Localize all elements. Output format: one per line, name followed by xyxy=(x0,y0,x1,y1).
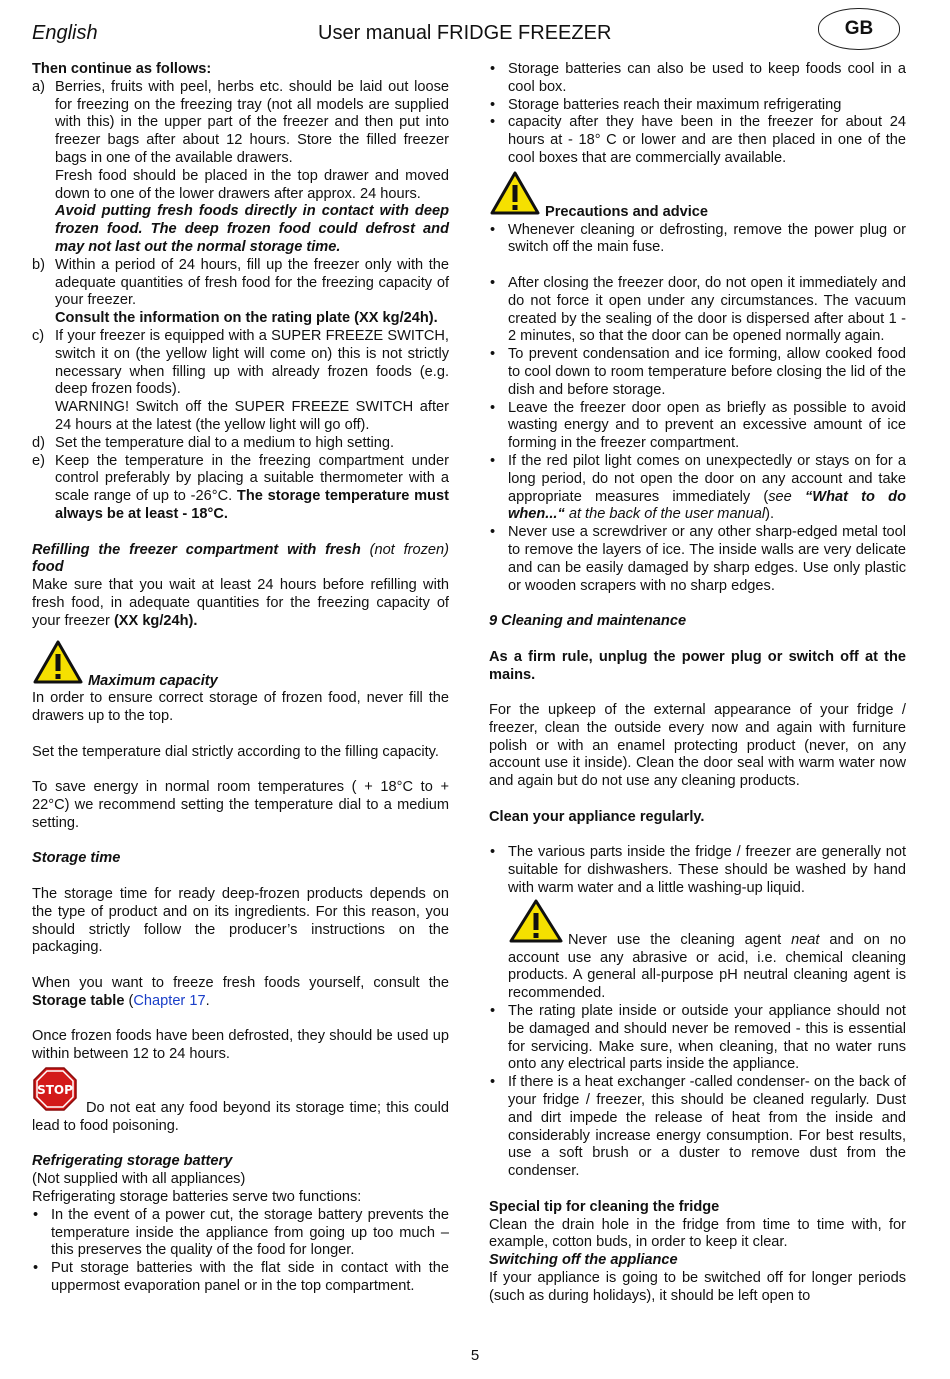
step-marker: c) xyxy=(32,327,45,344)
refill-heading-paren: (not frozen) xyxy=(369,541,449,558)
list-item-text xyxy=(508,453,906,524)
list-item xyxy=(489,400,906,453)
refill-heading xyxy=(32,542,449,578)
bullet: • xyxy=(490,61,496,77)
list-item xyxy=(489,453,906,524)
agent-text-b: and on no account use any abrasive or acid, i.e. chemical cleaning products. A general all-purpose pH neutral cleaning agent is recommended. xyxy=(508,931,906,1002)
list-item xyxy=(32,1260,449,1296)
list-item-text: capacity after they have been in the freezer for about 24 hours at - 18° C or lower and are then placed in one of the cool boxes that are commercially available. xyxy=(508,114,906,166)
pilot-what-ref: “What to do when...“ xyxy=(508,488,906,523)
list-item xyxy=(489,346,906,399)
page-number: 5 xyxy=(470,1347,480,1364)
stop-sign-icon xyxy=(32,1066,78,1118)
list-item-text: In the event of a power cut, the storage battery prevents the temperature inside the appliance from going up too much – this preserves the quality of the food for longer. xyxy=(51,1206,449,1259)
list-item-text: The rating plate inside or outside your appliance should not be damaged and should never be removed - this is essential for servicing. Make sure, when cleaning, that no water runs onto any electrical parts inside the appliance. xyxy=(508,1003,906,1073)
list-item-text: After closing the freezer door, do not open it immediately and do not force it open under any circumstances. The vacuum created by the sealing of the door is dispersed after about 1 - 2 minutes, so that the door can be opened normally again. xyxy=(508,274,906,345)
stop-sign-text: STOP xyxy=(37,1083,73,1098)
list-item xyxy=(32,1207,449,1260)
upkeep-text: For the upkeep of the external appearance of your fridge / freezer, clean the outside every now and again with furniture polish or with an enamel protecting product (never, on any account use it inside). Clean the door seal with warm water now and again but do not use any cleaning products. xyxy=(489,702,906,790)
clean-regularly: Clean your appliance regularly. xyxy=(489,808,705,825)
precautions-heading: Precautions and advice xyxy=(545,203,709,220)
step-marker: b) xyxy=(32,256,45,273)
battery-intro: Refrigerating storage batteries serve two functions: xyxy=(32,1189,362,1206)
storage-text: The storage time for ready deep-frozen products depends on the type of product and on its ingredients. For this reason, you should strictly follow the producer’s instructions on the packaging. xyxy=(32,886,449,956)
pilot-back: at the back of the user manual xyxy=(568,506,766,523)
pilot-see: see xyxy=(768,488,792,505)
bullet: • xyxy=(490,346,496,363)
tip-heading: Special tip for cleaning the fridge xyxy=(489,1198,720,1215)
bullet: • xyxy=(490,221,496,238)
list-item-text: Storage batteries can also be used to keep foods cool in a cool box. xyxy=(508,61,906,95)
pilot-text: If the red pilot light comes on unexpectedly or stays on for a long period, do not open the door on any account and take appropriate measures immediately ( xyxy=(508,452,906,505)
list-item-text: The various parts inside the fridge / freezer are generally not suitable for dishwashers. These should be washed by hand with warm water and a little washing-up liquid. xyxy=(508,844,906,897)
chapter-link[interactable]: Chapter 17 xyxy=(133,992,206,1009)
list-item xyxy=(489,97,906,115)
maxcap-heading-row xyxy=(32,639,449,691)
step-c-text-2: WARNING! Switch off the SUPER FREEZE SWITCH after 24 hours at the latest (the yellow light will go off). xyxy=(55,399,449,433)
list-item xyxy=(489,844,906,1003)
bullet: • xyxy=(490,399,496,416)
pilot-end: ). xyxy=(765,506,775,523)
warning-triangle-icon xyxy=(32,639,84,691)
cleaning-heading: 9 Cleaning and maintenance xyxy=(489,613,687,630)
step-e-text-2: The storage temperature must always be at least - 18°C. xyxy=(55,488,450,522)
bullet: • xyxy=(490,452,496,469)
storage-table-ref: Storage table xyxy=(32,992,125,1009)
battery-heading: Refrigerating storage battery xyxy=(32,1153,233,1170)
step-b-text-2: Consult the information on the rating plate (XX kg/24h). xyxy=(55,310,438,327)
defrost-text: Once frozen foods have been defrosted, they should be used up within between 12 to 24 hours. xyxy=(32,1028,449,1063)
stop-text: Do not eat any food beyond its storage time; this could lead to food poisoning. xyxy=(32,1100,449,1134)
refill-capacity: (XX kg/24h). xyxy=(113,612,198,629)
dial-text: Set the temperature dial strictly according to the filling capacity. xyxy=(32,743,439,760)
refill-heading-end: food xyxy=(32,559,64,576)
refill-heading-main: Refilling the freezer compartment with fresh xyxy=(32,541,361,558)
warning-triangle-icon xyxy=(508,898,564,950)
maxcap-text: In order to ensure correct storage of frozen food, never fill the drawers up to the top. xyxy=(32,690,449,725)
step-marker: d) xyxy=(32,434,45,451)
refill-text-main: Make sure that you wait at least 24 hours before refilling with fresh food, in adequate quantities for the freezing capacity of your freezer xyxy=(32,577,449,629)
bullet: • xyxy=(490,96,496,113)
step-marker: e) xyxy=(32,452,45,469)
list-item-text: Leave the freezer door open as briefly as possible to avoid wasting energy and to prevent an excessive amount of ice forming in the freezer compartment. xyxy=(508,399,906,452)
step-marker: a) xyxy=(32,78,45,95)
bullet: • xyxy=(33,1206,39,1223)
step-a-text-3: Avoid putting fresh foods directly in contact with deep frozen food. The deep frozen food could defrost and may not last out the normal storage time. xyxy=(55,203,449,255)
bullet: • xyxy=(490,844,496,861)
bullet: • xyxy=(490,1074,496,1091)
firm-rule: As a firm rule, unplug the power plug or switch off at the mains. xyxy=(489,648,906,683)
refill-text xyxy=(32,577,449,630)
list-item xyxy=(489,222,906,258)
maxcap-heading: Maximum capacity xyxy=(88,672,218,689)
tip-text: Clean the drain hole in the fridge from time to time with, for example, cotton buds, in order to keep it clear. xyxy=(489,1216,906,1251)
agent-text-a: Never use the cleaning agent xyxy=(568,931,782,948)
list-item xyxy=(489,275,906,346)
header-title: User manual FRIDGE FREEZER xyxy=(318,22,612,44)
list-item xyxy=(489,114,906,167)
step-b-text-1: Within a period of 24 hours, fill up the freezer only with the adequate quantities of fresh food for the freezing capacity of your freezer. xyxy=(55,256,449,309)
step-d xyxy=(32,435,449,453)
step-b xyxy=(32,257,449,328)
list-item xyxy=(489,1074,906,1181)
header-language: English xyxy=(32,22,98,44)
bullet: • xyxy=(490,274,496,291)
step-a xyxy=(32,79,449,257)
bullet: • xyxy=(33,1260,39,1277)
storage-heading: Storage time xyxy=(32,850,121,867)
step-e-text-1: Keep the temperature in the freezing compartment under control preferably by placing a suitable thermometer with a scale range of up to -26°C. xyxy=(55,452,449,505)
step-d-text: Set the temperature dial to a medium to high setting. xyxy=(55,434,395,451)
bullet: • xyxy=(490,524,496,541)
freeze-text-main: When you want to freeze fresh foods yourself, consult the xyxy=(32,975,449,992)
agent-text xyxy=(508,898,906,1003)
continue-heading: Then continue as follows: xyxy=(32,61,212,77)
step-a-text-1: Berries, fruits with peel, herbs etc. should be laid out loose for freezing on the freezing tray (not all models are supplied with this) in the upper part of the freezer and then put into freezer bags after about 12 hours. Store the filled freezer bags in one of the available drawers. xyxy=(55,78,449,166)
precautions-heading-row xyxy=(489,170,906,222)
battery-sub: (Not supplied with all appliances) xyxy=(32,1171,246,1188)
left-column xyxy=(32,61,449,1296)
warning-triangle-icon xyxy=(489,170,541,222)
step-e xyxy=(32,453,449,524)
bullet: • xyxy=(490,1003,496,1020)
step-e-text xyxy=(55,453,449,524)
step-c-text-1: If your freezer is equipped with a SUPER FREEZE SWITCH, switch it on (the yellow light will come on) this is not strictly necessary when filling up with already frozen foods (e.g. deep frozen foods). xyxy=(55,327,449,398)
right-column xyxy=(489,61,906,1306)
agent-neat: neat xyxy=(791,931,820,948)
step-c xyxy=(32,328,449,435)
list-item-text: Storage batteries reach their maximum refrigerating xyxy=(508,96,842,113)
list-item-text: Put storage batteries with the flat side in contact with the uppermost evaporation panel or in the top compartment. xyxy=(51,1260,449,1294)
switchoff-text: If your appliance is going to be switched off for longer periods (such as during holidays), it should be left open to xyxy=(489,1270,906,1304)
language-badge: GB xyxy=(818,8,900,50)
list-item xyxy=(489,524,906,595)
energy-text: To save energy in normal room temperatures ( + 18°C to + 22°C) we recommend setting the temperature dial to a medium setting. xyxy=(32,779,449,831)
stop-row xyxy=(32,1066,449,1136)
switchoff-heading: Switching off the appliance xyxy=(489,1252,678,1269)
list-item-text: To prevent condensation and ice forming, allow cooked food to cool down to room temperature before closing the lid of the dish and before storage. xyxy=(508,346,906,398)
list-item xyxy=(489,61,906,97)
list-item-text: If there is a heat exchanger -called condenser- on the back of your fridge / freezer, this should be cleaned regularly. Dust and dirt impede the release of heat from the inside and considerably increase energy consumption. For best results, use a soft brush or a duster to remove dust from the condenser. xyxy=(508,1074,906,1180)
list-item xyxy=(489,1003,906,1074)
freeze-text: When you want to freeze fresh foods yourself, consult the Storage table (Chapter 17. xyxy=(32,975,449,1009)
list-item-text: Never use a screwdriver or any other sharp-edged metal tool to remove the layers of ice. The inside walls are very delicate and can be easily damaged by sharp edges. Use only plastic or wooden scrapers with no sharp edges. xyxy=(508,524,906,594)
list-item-text: Whenever cleaning or defrosting, remove the power plug or switch off the main fuse. xyxy=(508,221,906,256)
bullet: • xyxy=(490,114,496,131)
step-a-text-2: Fresh food should be placed in the top drawer and moved down to one of the lower drawers after approx. 24 hours. xyxy=(55,167,449,202)
